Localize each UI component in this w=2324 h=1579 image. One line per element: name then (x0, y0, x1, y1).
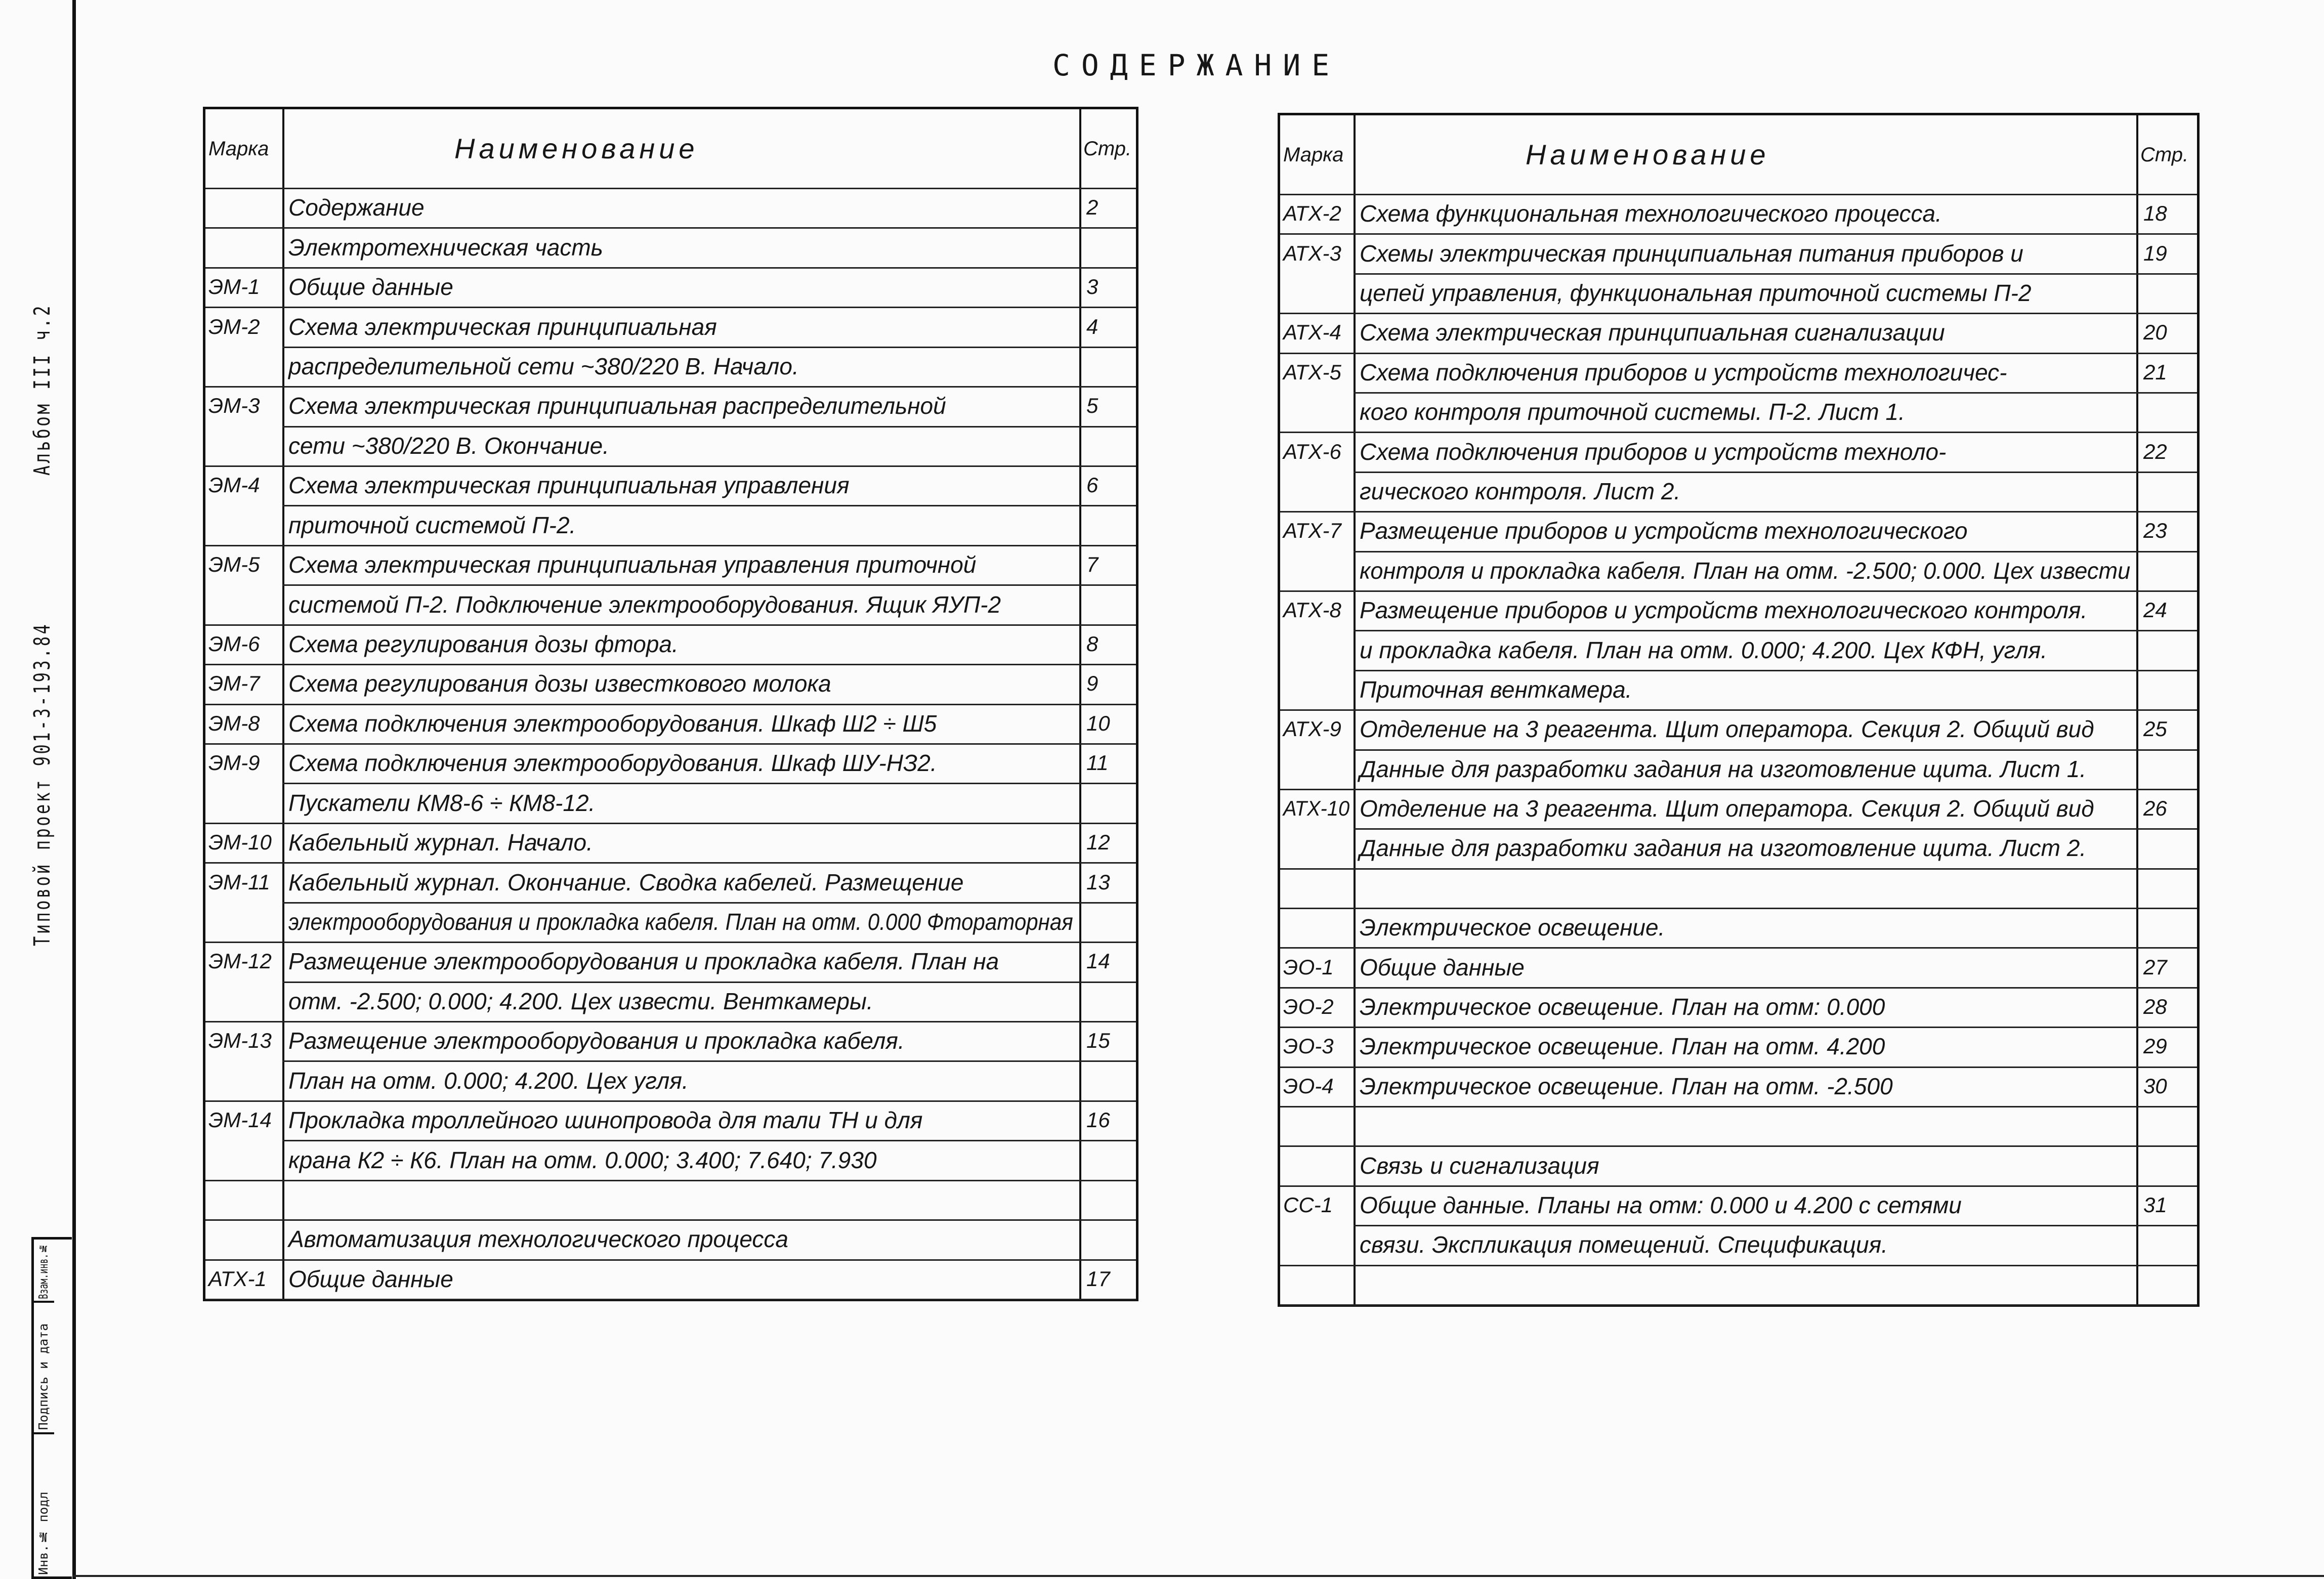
entry-title-line: Схема электрическая принципиальная распределительной (288, 393, 946, 419)
entry-mark: ЭМ-5 (208, 552, 260, 577)
row-divider (1280, 709, 1354, 711)
entry-title-line: Схема подключения приборов и устройств технологичес- (1360, 359, 2007, 386)
row-line (282, 664, 1136, 665)
entry-mark: ЭМ-13 (208, 1029, 272, 1053)
entry-page: 26 (2143, 796, 2167, 821)
row-divider (205, 386, 282, 388)
entry-mark: ЭМ-3 (208, 394, 260, 418)
entry-mark: АТХ-4 (1283, 320, 1341, 345)
entry-mark: ЭМ-8 (208, 711, 260, 735)
entry-page: 17 (1086, 1266, 1110, 1291)
row-line (282, 902, 1136, 904)
entry-page: 4 (1086, 314, 1098, 338)
entry-title-line: и прокладка кабеля. План на отм. 0.000; 4.200. Цех КФН, угля. (1360, 636, 2048, 663)
entry-mark: АТХ-5 (1283, 360, 1341, 384)
row-line (282, 267, 1136, 269)
entry-title-line: Схема электрическая принципиальная сигнализации (1360, 319, 1945, 346)
entry-page: 21 (2143, 360, 2167, 384)
row-line (1354, 353, 2197, 354)
entry-mark: ЭМ-14 (208, 1108, 272, 1132)
entry-page: 19 (2143, 241, 2167, 265)
row-line (1354, 1066, 2197, 1068)
row-line (1354, 789, 2197, 790)
row-line (282, 1299, 1136, 1300)
entry-mark: ЭМ-2 (208, 314, 260, 338)
entry-page: 10 (1086, 711, 1110, 735)
row-divider (1280, 1145, 1354, 1147)
row-line (282, 227, 1136, 229)
entry-page: 6 (1086, 473, 1098, 497)
entry-mark: АТХ-6 (1283, 439, 1341, 463)
header-mark: Марка (208, 137, 269, 160)
entry-mark: ЭМ-6 (208, 631, 260, 656)
row-line (282, 783, 1136, 784)
row-divider (1280, 947, 1354, 949)
row-line (1354, 313, 2197, 314)
entry-page: 2 (1086, 195, 1098, 220)
row-line (1354, 709, 2197, 711)
entry-title-line: План на отм. 0.000; 4.200. Цех угля. (288, 1067, 689, 1094)
header-divider (205, 188, 1136, 189)
entry-mark: ЭМ-4 (208, 473, 260, 497)
entry-page: 11 (1086, 751, 1109, 775)
row-line (1354, 987, 2197, 989)
entry-mark: ЭО-4 (1283, 1074, 1334, 1098)
entry-title-line: контроля и прокладка кабеля. План на отм. -2.500; 0.000. Цех извести (1360, 557, 2131, 584)
row-line (282, 704, 1136, 705)
entry-mark: ЭО-1 (1283, 955, 1334, 979)
stamp-inv-replacement: Взам.инв.№ (34, 1240, 54, 1303)
entry-page: 8 (1086, 631, 1098, 656)
row-line (1354, 947, 2197, 949)
row-line (1354, 233, 2197, 235)
entry-title-line: Прокладка троллейного шинопровода для тали ТН и для (288, 1107, 923, 1134)
row-divider (205, 545, 282, 546)
row-divider (205, 942, 282, 943)
row-line (1354, 670, 2197, 671)
entry-title-line: Приточная венткамера. (1360, 676, 1632, 703)
row-line (282, 505, 1136, 506)
row-divider (1280, 353, 1354, 354)
entry-title-line: Схема электрическая принципиальная управления приточной (288, 551, 977, 578)
row-divider (205, 823, 282, 824)
row-line (1354, 1304, 2197, 1306)
entry-mark: АТХ-2 (1283, 201, 1341, 226)
row-line (1354, 472, 2197, 473)
row-divider (1280, 511, 1354, 513)
row-line (1354, 511, 2197, 513)
row-divider (1280, 789, 1354, 790)
row-line (282, 981, 1136, 983)
row-line (1354, 551, 2197, 552)
contents-table-left (203, 107, 1138, 1301)
entry-title-line: Схема электрическая принципиальная (288, 313, 717, 340)
page-title: СОДЕРЖАНИЕ (1052, 48, 1341, 82)
entry-page: 25 (2143, 717, 2167, 741)
entry-mark: АТХ-10 (1283, 796, 1350, 821)
header-name: Наименование (454, 132, 699, 164)
entry-title-line: Общие данные (1360, 954, 1525, 980)
row-divider (205, 743, 282, 745)
row-line (1354, 868, 2197, 870)
entry-page: 12 (1086, 830, 1110, 855)
entry-mark: СС-1 (1283, 1193, 1333, 1217)
row-line (1354, 1265, 2197, 1266)
entry-title-line: Схемы электрическая принципиальная питания приборов и (1360, 240, 2023, 267)
row-line (1354, 749, 2197, 751)
entry-page: 20 (2143, 320, 2167, 345)
row-divider (1280, 1066, 1354, 1068)
header-name: Наименование (1526, 138, 1770, 170)
project-number: Типовой проект 901-3-193.84 (29, 622, 55, 946)
entry-title-line: Электрическое освещение. План на отм. 4.200 (1360, 1033, 1885, 1060)
entry-title-line: распределительной сети ~380/220 В. Начало. (288, 353, 799, 379)
entry-mark: ЭМ-10 (208, 830, 272, 855)
entry-title-line: Электрическое освещение. План на отм: 0.000 (1360, 994, 1885, 1020)
row-line (282, 1060, 1136, 1062)
header-mark: Марка (1283, 143, 1344, 166)
entry-title-line: Размещение приборов и устройств технологического (1360, 518, 1968, 544)
entry-mark: ЭМ-1 (208, 275, 260, 299)
header-page: Стр. (2140, 143, 2189, 166)
row-divider (205, 227, 282, 229)
entry-mark: АТХ-1 (208, 1266, 267, 1291)
row-line (282, 545, 1136, 546)
row-divider (205, 1180, 282, 1181)
entry-title-line: Размещение приборов и устройств технологического контроля. (1360, 597, 2088, 624)
row-line (1354, 1225, 2197, 1226)
entry-page: 23 (2143, 519, 2167, 543)
row-line (282, 1021, 1136, 1022)
row-line (282, 426, 1136, 428)
entry-title-line: Схема регулирования дозы известкового молока (288, 670, 831, 697)
row-divider (1280, 1304, 1354, 1306)
entry-title-line: электрооборудования и прокладка кабеля. План на отм. 0.000 Фтораторная (288, 908, 1073, 935)
entry-title-line: Данные для разработки задания на изготовление щита. Лист 2. (1360, 835, 2087, 862)
row-line (282, 386, 1136, 388)
entry-title-line: Схема электрическая принципиальная управления (288, 472, 850, 499)
row-line (1354, 1145, 2197, 1147)
row-divider (1280, 1027, 1354, 1028)
row-line (282, 1219, 1136, 1221)
entry-title-line: кого контроля приточной системы. П-2. Лист 1. (1360, 399, 1905, 425)
entry-mark: ЭМ-11 (208, 870, 270, 894)
entry-page: 28 (2143, 995, 2167, 1019)
row-divider (205, 704, 282, 705)
row-divider (205, 1299, 282, 1300)
row-line (1354, 630, 2197, 631)
entry-title-line: Общие данные. Планы на отм: 0.000 и 4.200 с сетями (1360, 1192, 1962, 1219)
entry-mark: ЭО-2 (1283, 995, 1334, 1019)
stamp-inv-original: Инв.№ подл (36, 1491, 51, 1575)
entry-title-line: Схема регулирования дозы фтора. (288, 630, 679, 657)
frame-border-bottom (72, 1575, 2324, 1577)
row-line (1354, 828, 2197, 830)
row-divider (205, 664, 282, 665)
entry-mark: ЭМ-7 (208, 671, 260, 696)
row-line (282, 942, 1136, 943)
frame-border-left (72, 0, 76, 1579)
entry-title-line: Данные для разработки задания на изготовление щита. Лист 1. (1360, 755, 2087, 782)
entry-title-line: Отделение на 3 реагента. Щит оператора. Секция 2. Общий вид (1360, 716, 2094, 743)
row-divider (1280, 908, 1354, 909)
row-divider (1280, 233, 1354, 235)
entry-title-line: связи. Экспликация помещений. Спецификация. (1360, 1231, 1888, 1258)
row-line (282, 823, 1136, 824)
entry-title-line: Схема подключения приборов и устройств техноло- (1360, 438, 1947, 465)
row-line (282, 1259, 1136, 1261)
header-page: Стр. (1083, 137, 1132, 160)
row-line (1354, 273, 2197, 275)
entry-title-line: Автоматизация технологического процесса (288, 1226, 788, 1253)
row-line (282, 862, 1136, 864)
row-line (282, 1140, 1136, 1141)
entry-page: 15 (1086, 1029, 1110, 1053)
row-line (1354, 590, 2197, 592)
row-divider (1280, 590, 1354, 592)
entry-mark: ЭМ-9 (208, 751, 260, 775)
entry-page: 13 (1086, 870, 1110, 894)
row-divider (205, 1259, 282, 1261)
entry-page: 29 (2143, 1034, 2167, 1058)
entry-page: 30 (2143, 1074, 2167, 1098)
entry-title-line: Схема функциональная технологического процесса. (1360, 200, 1942, 227)
entry-title-line: Связь и сигнализация (1360, 1152, 1599, 1179)
entry-page: 16 (1086, 1108, 1110, 1132)
row-line (282, 307, 1136, 308)
row-divider (205, 1100, 282, 1102)
row-line (282, 1100, 1136, 1102)
row-divider (205, 862, 282, 864)
row-divider (1280, 432, 1354, 433)
row-line (282, 584, 1136, 586)
contents-table-right (1278, 113, 2200, 1307)
entry-title-line: Содержание (288, 194, 425, 221)
row-divider (205, 307, 282, 308)
row-divider (205, 465, 282, 467)
entry-title-line: приточной системой П-2. (288, 511, 576, 538)
entry-title-line: сети ~380/220 В. Окончание. (288, 432, 609, 459)
entry-title-line: цепей управления, функциональная приточной системы П-2 (1360, 279, 2032, 306)
stamp-signature-date: Подпись и дата (34, 1303, 54, 1434)
entry-page: 5 (1086, 394, 1098, 418)
entry-title-line: Схема подключения электрооборудования. Шкаф ШУ-НЗ2. (288, 750, 937, 777)
row-divider (205, 267, 282, 269)
album-label: Альбом III ч.2 (29, 304, 55, 476)
entry-title-line: Размещение электрооборудования и прокладка кабеля. (288, 1028, 905, 1054)
entry-page: 9 (1086, 671, 1098, 696)
entry-title-line: Отделение на 3 реагента. Щит оператора. Секция 2. Общий вид (1360, 795, 2094, 822)
header-divider (1280, 194, 2197, 195)
entry-title-line: Кабельный журнал. Начало. (288, 829, 593, 856)
row-line (1354, 1106, 2197, 1107)
entry-page: 31 (2143, 1193, 2167, 1217)
entry-mark: АТХ-7 (1283, 519, 1341, 543)
row-divider (205, 624, 282, 626)
entry-title-line: гического контроля. Лист 2. (1360, 478, 1681, 504)
entry-title-line: Электрическое освещение. План на отм. -2.500 (1360, 1073, 1893, 1099)
entry-title-line: Размещение электрооборудования и прокладка кабеля. План на (288, 948, 999, 975)
entry-page: 27 (2143, 955, 2167, 979)
entry-page: 14 (1086, 949, 1110, 973)
entry-mark: ЭО-3 (1283, 1034, 1334, 1058)
approval-stamp (31, 1237, 72, 1579)
entry-title-line: Общие данные (288, 1265, 453, 1292)
entry-title-line: Электрическое освещение. (1360, 914, 1665, 941)
entry-page: 18 (2143, 201, 2167, 226)
entry-title-line: Схема подключения электрооборудования. Шкаф Ш2 ÷ Ш5 (288, 710, 937, 737)
row-divider (1280, 1265, 1354, 1266)
entry-mark: ЭМ-12 (208, 949, 272, 973)
row-divider (1280, 987, 1354, 989)
row-divider (1280, 1185, 1354, 1187)
entry-title-line: Общие данные (288, 274, 453, 301)
row-divider (1280, 313, 1354, 314)
entry-mark: АТХ-9 (1283, 717, 1341, 741)
row-divider (205, 1021, 282, 1022)
entry-mark: АТХ-3 (1283, 241, 1341, 265)
row-divider (1280, 1106, 1354, 1107)
entry-mark: АТХ-8 (1283, 598, 1341, 622)
entry-title-line: отм. -2.500; 0.000; 4.200. Цех извести. Венткамеры. (288, 988, 873, 1014)
row-line (1354, 1027, 2197, 1028)
entry-page: 24 (2143, 598, 2167, 622)
entry-title-line: Электротехническая часть (288, 234, 603, 261)
entry-page: 22 (2143, 439, 2167, 463)
row-line (282, 624, 1136, 626)
row-line (282, 743, 1136, 745)
row-line (282, 1180, 1136, 1181)
row-line (1354, 1185, 2197, 1187)
entry-title-line: Пускатели КМ8-6 ÷ КМ8-12. (288, 789, 596, 816)
entry-page: 3 (1086, 275, 1098, 299)
row-line (1354, 392, 2197, 394)
entry-title-line: системой П-2. Подключение электрооборудования. Ящик ЯУП-2 (288, 591, 1001, 618)
row-line (1354, 432, 2197, 433)
row-line (282, 465, 1136, 467)
row-divider (1280, 868, 1354, 870)
entry-title-line: Кабельный журнал. Окончание. Сводка кабелей. Размещение (288, 869, 964, 895)
entry-page: 7 (1086, 552, 1098, 577)
row-line (1354, 908, 2197, 909)
row-line (282, 347, 1136, 348)
row-divider (205, 1219, 282, 1221)
entry-title-line: крана К2 ÷ К6. План на отм. 0.000; 3.400; 7.640; 7.930 (288, 1146, 877, 1173)
